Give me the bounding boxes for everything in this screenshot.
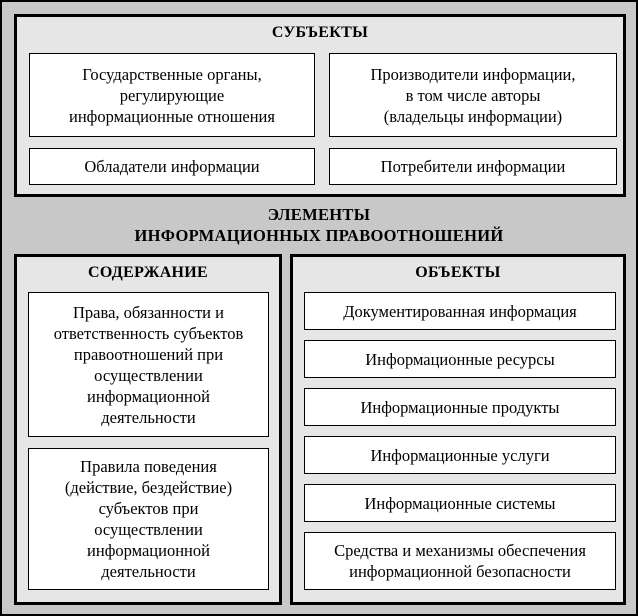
subject-government-bodies: Государственные органы, регулирующие информационные отношения <box>29 53 315 137</box>
subjects-title: СУБЪЕКТЫ <box>271 24 369 41</box>
object-information-services: Информационные услуги <box>304 436 616 474</box>
elements-title-line2: ИНФОРМАЦИОННЫХ ПРАВООТНОШЕНИЙ <box>134 226 504 245</box>
content-behavior-rules: Правила поведения (действие, бездействие) субъектов при осуществлении информационной деятельности <box>28 448 269 590</box>
object-security-means: Средства и механизмы обеспечения информационной безопасности <box>304 532 616 590</box>
object-information-products: Информационные продукты <box>304 388 616 426</box>
object-information-resources: Информационные ресурсы <box>304 340 616 378</box>
subject-information-holders: Обладатели информации <box>29 148 315 185</box>
objects-panel <box>290 254 626 605</box>
subjects-panel <box>14 14 626 197</box>
elements-title-line1: ЭЛЕМЕНТЫ <box>267 205 371 224</box>
content-rights-duties: Права, обязанности и ответственность субъектов правоотношений при осуществлении информационной деятельности <box>28 292 269 437</box>
objects-title: ОБЪЕКТЫ <box>415 264 501 281</box>
elements-title <box>2 204 636 246</box>
object-information-systems: Информационные системы <box>304 484 616 522</box>
content-title: СОДЕРЖАНИЕ <box>87 264 209 281</box>
object-documented-information: Документированная информация <box>304 292 616 330</box>
content-panel <box>14 254 282 605</box>
subject-information-producers: Производители информации, в том числе авторы (владельцы информации) <box>329 53 617 137</box>
subject-information-consumers: Потребители информации <box>329 148 617 185</box>
